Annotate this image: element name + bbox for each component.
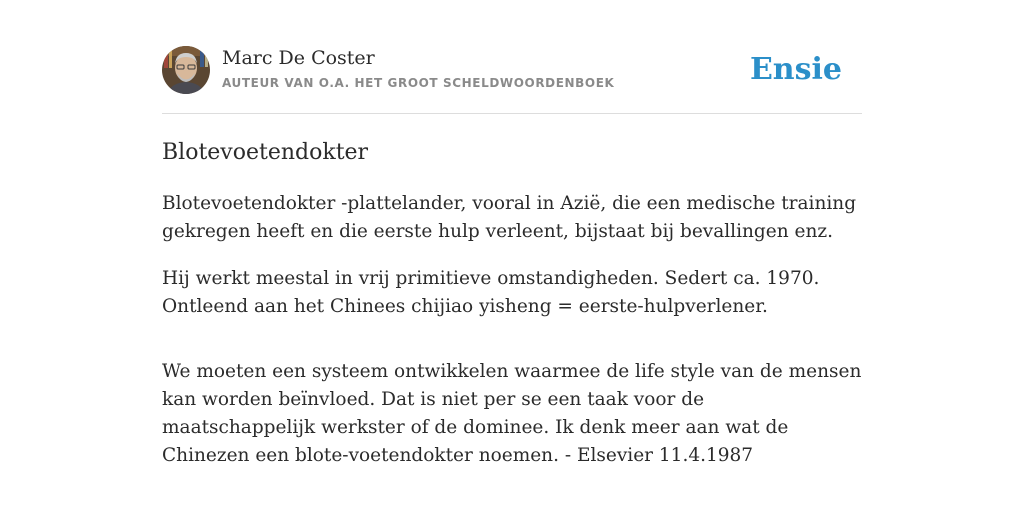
definition-paragraph: Blotevoetendokter -plattelander, vooral in Azië, die een medische training gekregen heeft en die eerste hulp verleent, bijstaat bij bevallingen enz. <box>162 193 857 242</box>
entry-body <box>162 190 862 489</box>
divider <box>162 113 862 114</box>
entry-card <box>162 0 862 512</box>
quote-paragraph: We moeten een systeem ontwikkelen waarmee de life style van de mensen kan worden beïnvloed. Dat is niet per se een taak voor de maatschappelijk werkster of de dominee. Ik denk meer aan wat de Chinezen een blote-voetendokter noemen. - Elsevier 11.4.1987 <box>162 361 862 466</box>
author-portrait-icon <box>162 46 210 94</box>
author-header <box>162 46 862 96</box>
entry-title: Blotevoetendokter <box>162 140 369 165</box>
ensie-logo[interactable]: Ensie <box>749 52 842 87</box>
author-subtitle: AUTEUR VAN O.A. HET GROOT SCHELDWOORDENBOEK <box>222 76 615 90</box>
author-avatar[interactable] <box>162 46 210 94</box>
author-name[interactable]: Marc De Coster <box>222 47 375 69</box>
etymology-paragraph: Hij werkt meestal in vrij primitieve omstandigheden. Sedert ca. 1970. Ontleend aan het Chinees chijiao yisheng = eerste-hulpverlener. <box>162 268 820 317</box>
